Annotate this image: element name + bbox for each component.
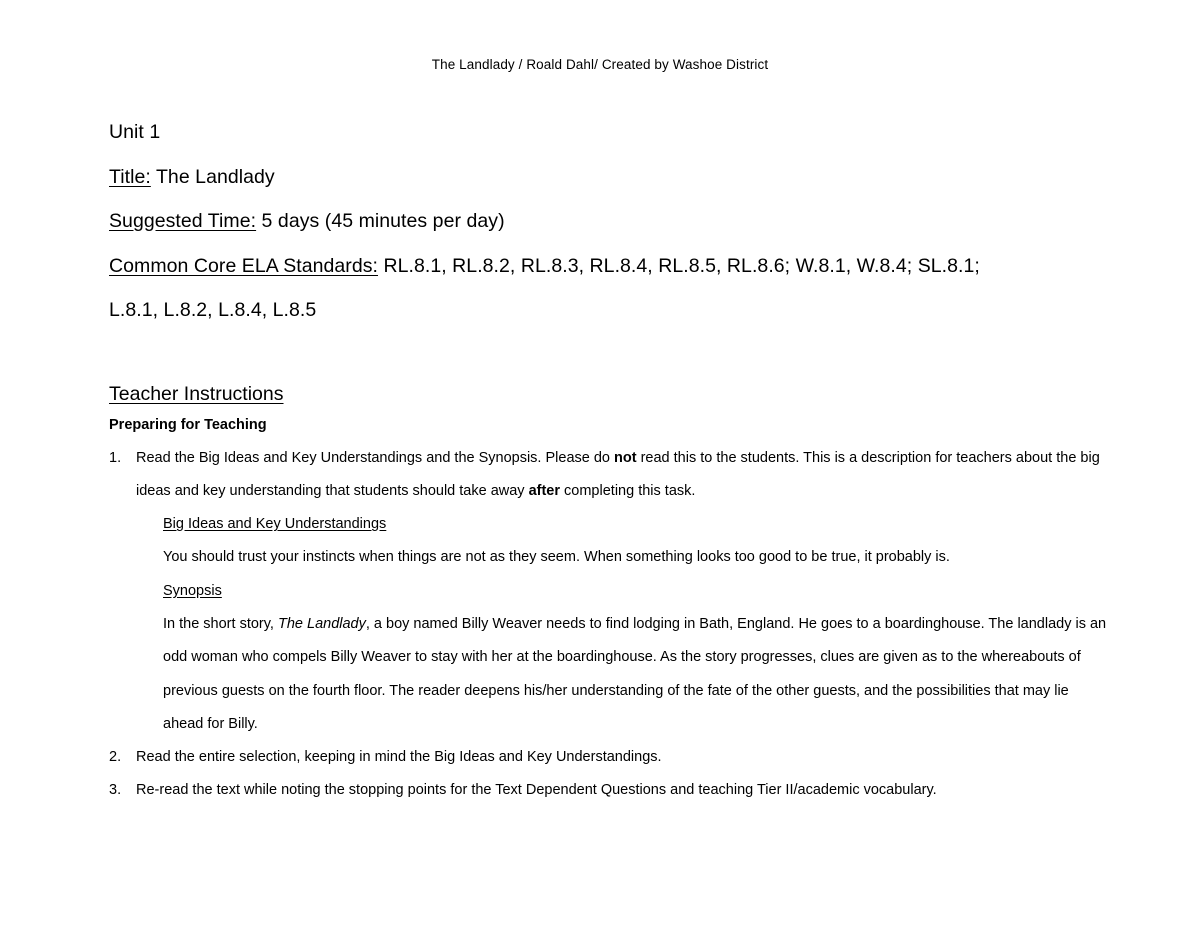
standards-value-line2: L.8.1, L.8.2, L.8.4, L.8.5 — [109, 299, 317, 321]
document-body — [109, 110, 1109, 808]
title-line — [109, 155, 1109, 200]
step-2-number: 2. — [109, 749, 122, 766]
synopsis-text-b: , a boy named Billy Weaver needs to find lodging in Bath, England. He goes to a boardinghouse. The landlady is an odd woman who compels Billy Weaver to stay with her at the boardinghouse. As the story progresses, clues are given as to the whereabouts of previous guests on the fourth floor. The reader deepens his/her understanding of the fate of the other guests, and the possibilities that may lie ahead for Billy. — [163, 615, 1107, 732]
step-1-text-a: Read the Big Ideas and Key Understandings and the Synopsis. Please do — [136, 449, 615, 466]
synopsis-text-a: In the short story, — [163, 615, 278, 632]
step-1-number: 1. — [109, 449, 122, 466]
synopsis-label: Synopsis — [163, 582, 222, 599]
step-2-text: Read the entire selection, keeping in mind the Big Ideas and Key Understandings. — [136, 749, 662, 766]
title-value: The Landlady — [150, 165, 275, 188]
instruction-steps-continued — [109, 741, 1109, 808]
standards-line — [109, 244, 1109, 289]
teacher-instructions-heading: Teacher Instructions — [109, 382, 284, 405]
standards-label: Common Core ELA Standards: — [109, 254, 379, 277]
suggested-time-line — [109, 199, 1109, 244]
instruction-steps — [109, 442, 1109, 509]
standards-value-line1: RL.8.1, RL.8.2, RL.8.3, RL.8.4, RL.8.5, RL.8.6; W.8.1, W.8.4; SL.8.1; — [378, 254, 980, 277]
step-3-number: 3. — [109, 782, 122, 799]
step-3 — [109, 774, 1109, 807]
running-header: The Landlady / Roald Dahl/ Created by Washoe District — [431, 57, 769, 72]
unit-label: Unit 1 — [109, 121, 161, 143]
step-1-text-b: read this to the students. This is a description for teachers about the big ideas and key understanding that students should take away — [136, 449, 1100, 499]
suggested-time-label: Suggested Time: — [109, 210, 257, 232]
big-ideas-label: Big Ideas and Key Understandings — [163, 516, 387, 533]
step-1-bold-not: not — [614, 449, 637, 466]
big-ideas-block — [109, 508, 1109, 741]
step-1 — [109, 442, 1109, 509]
big-ideas-text: You should trust your instincts when things are not as they seem. When something looks too good to be true, it probably is. — [163, 549, 950, 566]
step-1-bold-after: after — [528, 482, 561, 499]
step-2 — [109, 741, 1109, 774]
synopsis-text — [163, 608, 1109, 741]
title-label: Title: — [109, 165, 151, 188]
synopsis-story-title: The Landlady — [277, 615, 366, 632]
step-1-text-c: completing this task. — [560, 482, 696, 499]
spacer — [109, 333, 1109, 377]
suggested-time-value: 5 days (45 minutes per day) — [256, 210, 505, 232]
step-1-text — [136, 450, 1100, 499]
step-3-text: Re-read the text while noting the stopping points for the Text Dependent Questions and teaching Tier II/academic vocabulary. — [136, 782, 937, 799]
preparing-for-teaching-heading: Preparing for Teaching — [109, 416, 267, 433]
